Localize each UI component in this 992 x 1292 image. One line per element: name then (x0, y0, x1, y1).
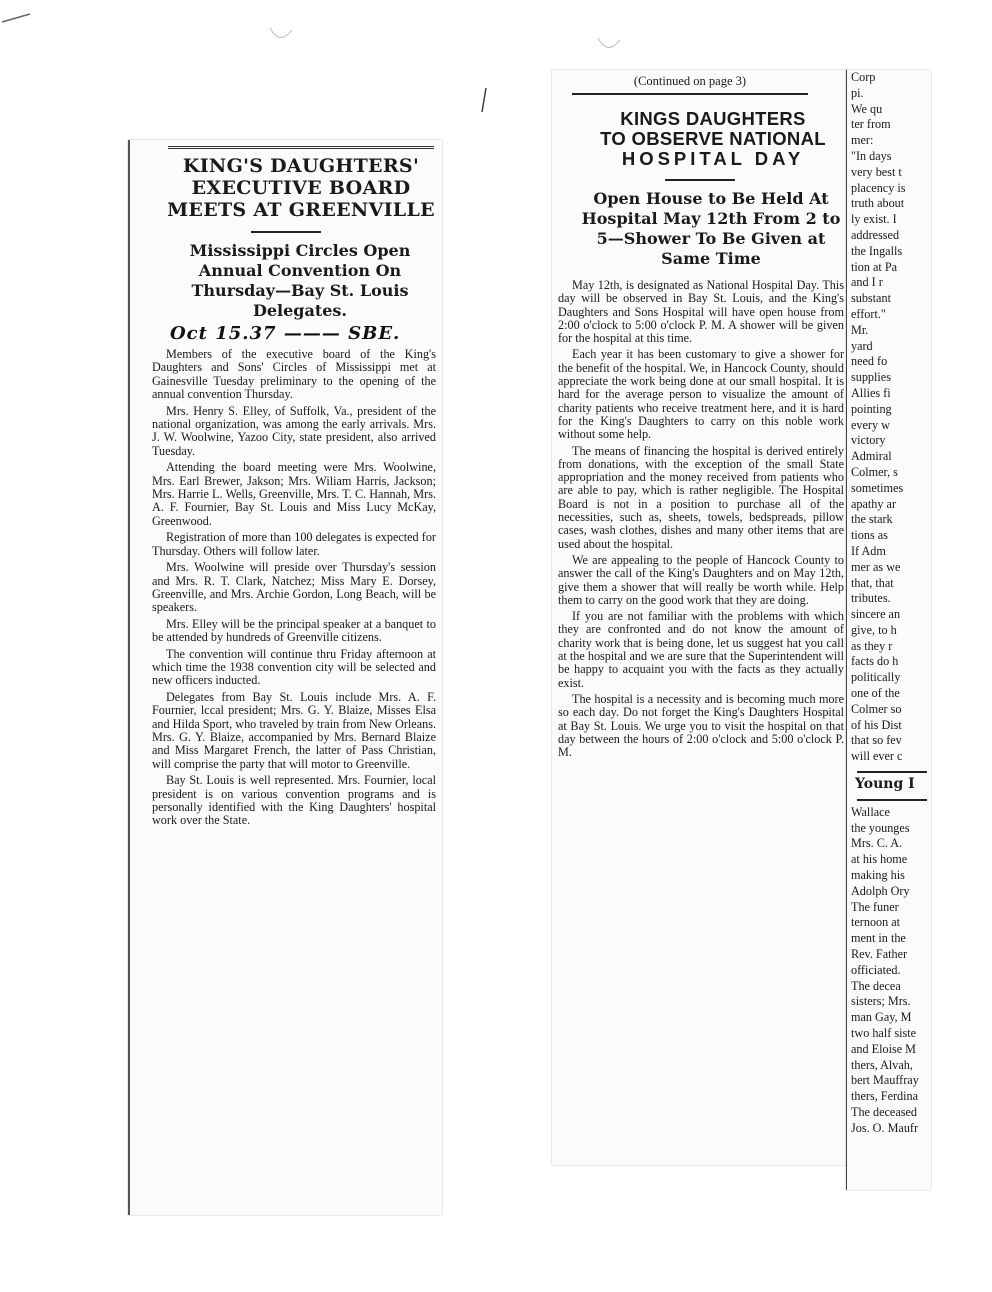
fragment-line: ter from (851, 117, 891, 132)
fragment-line: ly exist. I (851, 212, 897, 227)
section-rule (857, 771, 927, 773)
fragment-line: thers, Ferdina (851, 1089, 919, 1104)
fragment-line: of his Dist (851, 717, 902, 732)
fragment-line: truth about (851, 196, 905, 211)
fragment-line: Rev. Father (851, 947, 908, 962)
fragment-line: as they r (851, 638, 893, 653)
middle-headline (582, 109, 844, 169)
fragment-line: will ever c (851, 749, 903, 764)
fragment-line: politically (851, 670, 901, 685)
fragment-line: man Gay, M (851, 1010, 912, 1025)
fragment-line: tion at Pa (851, 259, 898, 274)
section-rule (857, 799, 927, 801)
right-heading: Young I (855, 776, 915, 793)
fragment-line: yard (851, 338, 873, 353)
fragment-line: Mrs. C. A. (851, 836, 903, 851)
paragraph: The means of financing the hospital is derived entirely from donations, with the exception of the small State appropriation and the money received from patients who are able to pay, which is rather negligible. The Hospital Board is not in a position to purchase all of the necessities, such as, sheets, towels, bedspreads, pillow cases, wash clothes, dishes and many other items that are used about the hospital. (558, 443, 844, 551)
right-fragment-text (851, 70, 931, 1137)
fragment-line: Admiral (851, 449, 892, 464)
left-headline: KING'S DAUGHTERS' EXECUTIVE BOARD MEETS AT GREENVILLE (167, 155, 435, 221)
paragraph: If you are not familiar with the problems with which they are confronted and do not know the amount of charity work that is being done, let us suggest hat you call at the hospital and we are sure that the Superintendent will be happy to acquaint you with the facts as they actually exist. (558, 609, 844, 690)
fragment-line: tributes. (851, 591, 891, 606)
paragraph: Mrs. Henry S. Elley, of Suffolk, Va., president of the national organization, was among the early arrivals. Mrs. J. W. Woolwine, Yazoo City, state president, also arrived Tuesday. (152, 403, 436, 458)
fragment-line: Jos. O. Maufr (851, 1120, 919, 1135)
fragment-line: mer as we (851, 559, 901, 574)
fragment-line: placency is (851, 180, 906, 195)
middle-body (558, 279, 844, 759)
middle-subhead: Open House to Be Held At Hospital May 12th From 2 to 5—Shower To Be Given at Same Time (581, 189, 841, 268)
fragment-line: The funer (851, 899, 899, 914)
fragment-line: sincere an (851, 607, 901, 622)
fragment-line: need fo (851, 354, 888, 369)
top-rule (168, 146, 434, 149)
fragment-line: Allies fi (851, 385, 891, 400)
fragment-line: "In days (851, 148, 892, 163)
fragment-line: officiated. (851, 962, 901, 977)
fragment-line: that, that (851, 575, 894, 590)
fragment-line: and I r (851, 275, 883, 290)
fragment-line: Corp (851, 70, 876, 84)
paragraph: Mrs. Elley will be the principal speaker at a banquet to be attended by hundreds of Greenville citizens. (152, 616, 436, 645)
fragment-line: pi. (851, 85, 864, 100)
punch-hole-mark (266, 20, 296, 50)
right-bottom-lines (851, 805, 931, 1137)
fragment-line: the younges (851, 820, 910, 835)
fragment-line: Colmer so (851, 701, 902, 716)
headline-line: HOSPITAL DAY (621, 148, 805, 169)
fragment-line: making his (851, 868, 905, 883)
paragraph: Delegates from Bay St. Louis include Mrs. A. F. Fournier, lccal president; Mrs. G. Y. Blaize, Misses Elsa and Hilda Sport, who traveled by train from New Orleans. Mrs. G. Y. Blaize, accompanied by Mrs. Bernard Blaize and Miss Margaret French, the latter of Pass Christian, will comprise the party that will motor to Greenville. (152, 689, 436, 771)
fragment-line: Adolph Ory (851, 883, 910, 898)
left-clipping (128, 140, 442, 1215)
fragment-line: tions as (851, 528, 888, 543)
paragraph: Mrs. Woolwine will preside over Thursday's session and Mrs. R. T. Clark, Natchez; Miss Mary E. Dorsey, Greenville, and Mrs. Archie Gordon, Long Beach, will be speakers. (152, 560, 436, 615)
fragment-line: every w (851, 417, 890, 432)
fragment-line: give, to h (851, 622, 897, 637)
paragraph: The hospital is a necessity and is becoming much more so each day. Do not forget the King's Daughters Hospital at Bay St. Louis. We urge you to visit the hospital on that day between the hours of 2:00 o'clock and 5:00 o'clock P. M. (558, 691, 844, 760)
fragment-line: one of the (851, 686, 900, 701)
paragraph: Each year it has been customary to give a shower for the benefit of the hospital. We, in Hancock County, should appreciate the work being done at our small hospital. It is hard for the average person to visualize the amount of charity patients who receive treatment here, and it is hard for the King's Daughters to carry on this noble work without some help. (558, 347, 844, 442)
fragment-line: apathy ar (851, 496, 897, 511)
fragment-line: facts do h (851, 654, 899, 669)
headline-line: TO OBSERVE NATIONAL (600, 128, 826, 149)
fragment-line: two half siste (851, 1026, 916, 1041)
handwritten-date-note: Oct 15.37 ——— SBE. (170, 323, 401, 344)
fragment-line: Colmer, s (851, 464, 898, 479)
headline-divider (665, 179, 735, 181)
fragment-line: and Eloise M (851, 1041, 916, 1056)
fragment-line: We qu (851, 101, 883, 116)
stray-mark (478, 86, 492, 116)
fragment-line: mer: (851, 133, 874, 148)
fragment-line: very best t (851, 164, 902, 179)
paragraph: May 12th, is designated as National Hospital Day. This day will be observed in Bay St. Louis, and the King's Daughters and Sons Hospital will have open house from 2:00 o'clock to 5:00 o'clock P. M. A shower will be given for the hospital at this time. (558, 278, 844, 346)
left-subhead: Mississippi Circles Open Annual Convention On Thursday—Bay St. Louis Delegates. (189, 241, 411, 320)
fragment-line: Wallace (851, 804, 890, 819)
right-fragment (846, 70, 931, 1190)
fragment-line: bert Mauffray (851, 1073, 919, 1088)
continued-note: (Continued on page 3) (572, 74, 808, 95)
fragment-line: that so fev (851, 733, 902, 748)
fragment-line: If Adm (851, 543, 886, 558)
paragraph: Members of the executive board of the King's Daughters and Sons' Circles of Mississippi met at Gainesville Tuesday preliminary to the opening of the annual convention Thursday. (152, 347, 436, 402)
fragment-line: sisters; Mrs. (851, 994, 911, 1009)
fragment-line: effort." (851, 306, 886, 321)
paragraph: Attending the board meeting were Mrs. Woolwine, Mrs. Earl Brewer, Jakson; Mrs. Wiliam Harris, Jackson; Mrs. Harrie L. Wells, Greenville, Mrs. T. C. Hannah, Mrs. A. F. Fournier, Bay St. Louis and Miss Lucy McKay, Greenwood. (152, 460, 436, 528)
fragment-line: the stark (851, 512, 893, 527)
fragment-line: ment in the (851, 931, 906, 946)
fragment-line: Mr. (851, 322, 869, 337)
headline-line: KINGS DAUGHTERS (620, 108, 806, 129)
fragment-line: The deceased (851, 1105, 917, 1119)
fragment-line: the Ingalls (851, 243, 903, 258)
scan-edge-mark (0, 8, 40, 28)
punch-hole-mark (594, 30, 624, 60)
paragraph: Registration of more than 100 delegates is expected for Thursday. Others will follow later. (152, 530, 436, 558)
fragment-line: substant (851, 291, 891, 306)
fragment-line: at his home (851, 852, 908, 867)
middle-clipping (552, 70, 848, 1165)
right-top-lines (851, 70, 931, 765)
headline-divider (251, 231, 321, 233)
fragment-line: The decea (851, 978, 901, 993)
fragment-line: addressed (851, 227, 900, 242)
fragment-line: pointing (851, 401, 892, 416)
fragment-line: thers, Alvah, (851, 1057, 913, 1072)
fragment-line: supplies (851, 370, 891, 385)
paragraph: We are appealing to the people of Hancock County to answer the call of the King's Daughters and on May 12th, give them a shower that will really be worth while. Help them to carry on the good work that they are doing. (558, 552, 844, 607)
fragment-line: sometimes (851, 480, 904, 495)
paragraph: Bay St. Louis is well represented. Mrs. Fournier, local president is on various convention programs and is personally identified with the King Daughters' hospital work over the State. (152, 773, 436, 828)
fragment-line: victory (851, 433, 886, 448)
left-body (152, 348, 436, 828)
fragment-line: ternoon at (851, 915, 901, 930)
paragraph: The convention will continue thru Friday afternoon at which time the 1938 convention city will be selected and new officers inducted. (152, 646, 436, 688)
